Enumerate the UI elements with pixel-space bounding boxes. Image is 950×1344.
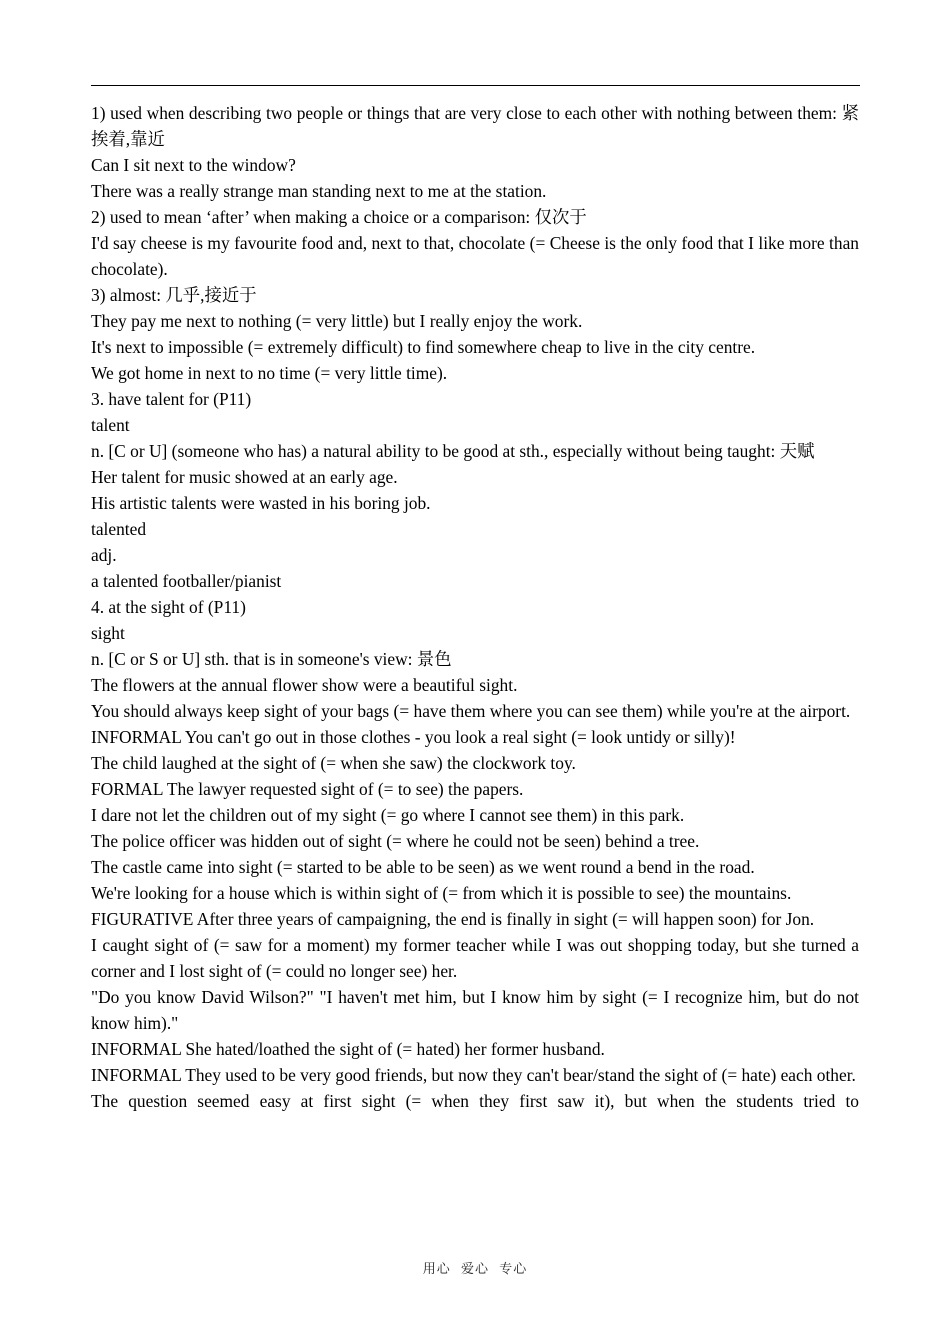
- text-line: Can I sit next to the window?: [91, 155, 296, 175]
- text-line: The castle came into sight (= started to be able to be seen) as we went round a bend in the road.: [91, 857, 755, 877]
- text-line: I dare not let the children out of my sight (= go where I cannot see them) in this park.: [91, 805, 685, 825]
- text-line: You should always keep sight of your bags (= have them where you can see them) while you're at the airport.: [91, 701, 851, 721]
- text-line: 1) used when describing two people or things that are very close to each other with nothing between them: 紧挨着,靠近: [91, 103, 859, 149]
- text-line: 3. have talent for (P11): [91, 389, 252, 409]
- text-line: FORMAL The lawyer requested sight of (= to see) the papers.: [91, 779, 524, 799]
- text-line: INFORMAL They used to be very good friends, but now they can't bear/stand the sight of (= hate) each other.: [91, 1065, 856, 1085]
- text-line: talented: [91, 519, 147, 539]
- text-line: INFORMAL She hated/loathed the sight of (= hated) her former husband.: [91, 1039, 605, 1059]
- text-line: They pay me next to nothing (= very little) but I really enjoy the work.: [91, 311, 583, 331]
- text-line: talent: [91, 415, 130, 435]
- page-footer: [0, 1261, 950, 1277]
- text-line: INFORMAL You can't go out in those clothes - you look a real sight (= look untidy or silly)!: [91, 727, 736, 747]
- text-line: 4. at the sight of (P11): [91, 597, 246, 617]
- footer-item: 专心: [499, 1261, 528, 1276]
- text-line: We're looking for a house which is within sight of (= from which it is possible to see) the mountains.: [91, 883, 792, 903]
- footer-item: 用心: [422, 1261, 451, 1276]
- text-line: 2) used to mean ‘after’ when making a choice or a comparison: 仅次于: [91, 207, 587, 227]
- text-line: FIGURATIVE After three years of campaigning, the end is finally in sight (= will happen soon) for Jon.: [91, 909, 815, 929]
- text-line: n. [C or S or U] sth. that is in someone's view: 景色: [91, 649, 452, 669]
- text-line: n. [C or U] (someone who has) a natural ability to be good at sth., especially without being taught: 天赋: [91, 441, 815, 461]
- text-line: We got home in next to no time (= very little time).: [91, 363, 448, 383]
- text-line: It's next to impossible (= extremely difficult) to find somewhere cheap to live in the city centre.: [91, 337, 756, 357]
- text-line: His artistic talents were wasted in his boring job.: [91, 493, 431, 513]
- text-line: Her talent for music showed at an early age.: [91, 467, 398, 487]
- header-rule: [91, 85, 860, 86]
- text-line: sight: [91, 623, 125, 643]
- text-line: a talented footballer/pianist: [91, 571, 282, 591]
- text-line: The child laughed at the sight of (= when she saw) the clockwork toy.: [91, 753, 576, 773]
- text-line: 3) almost: 几乎,接近于: [91, 285, 257, 305]
- text-line: The flowers at the annual flower show were a beautiful sight.: [91, 675, 518, 695]
- text-line: There was a really strange man standing next to me at the station.: [91, 181, 547, 201]
- text-line: I'd say cheese is my favourite food and, next to that, chocolate (= Cheese is the only food that I like more than chocolate).: [91, 233, 859, 279]
- text-line: The police officer was hidden out of sight (= where he could not be seen) behind a tree.: [91, 831, 700, 851]
- document-body: [91, 100, 859, 1114]
- text-line: I caught sight of (= saw for a moment) my former teacher while I was out shopping today, but she turned a corner and I lost sight of (= could no longer see) her.: [91, 935, 859, 981]
- text-line: "Do you know David Wilson?" "I haven't met him, but I know him by sight (= I recognize him, but do not know him).": [91, 987, 859, 1033]
- footer-item: 爱心: [460, 1261, 489, 1276]
- text-line: adj.: [91, 545, 117, 565]
- text-line: The question seemed easy at first sight (= when they first saw it), but when the students tried to: [91, 1091, 859, 1111]
